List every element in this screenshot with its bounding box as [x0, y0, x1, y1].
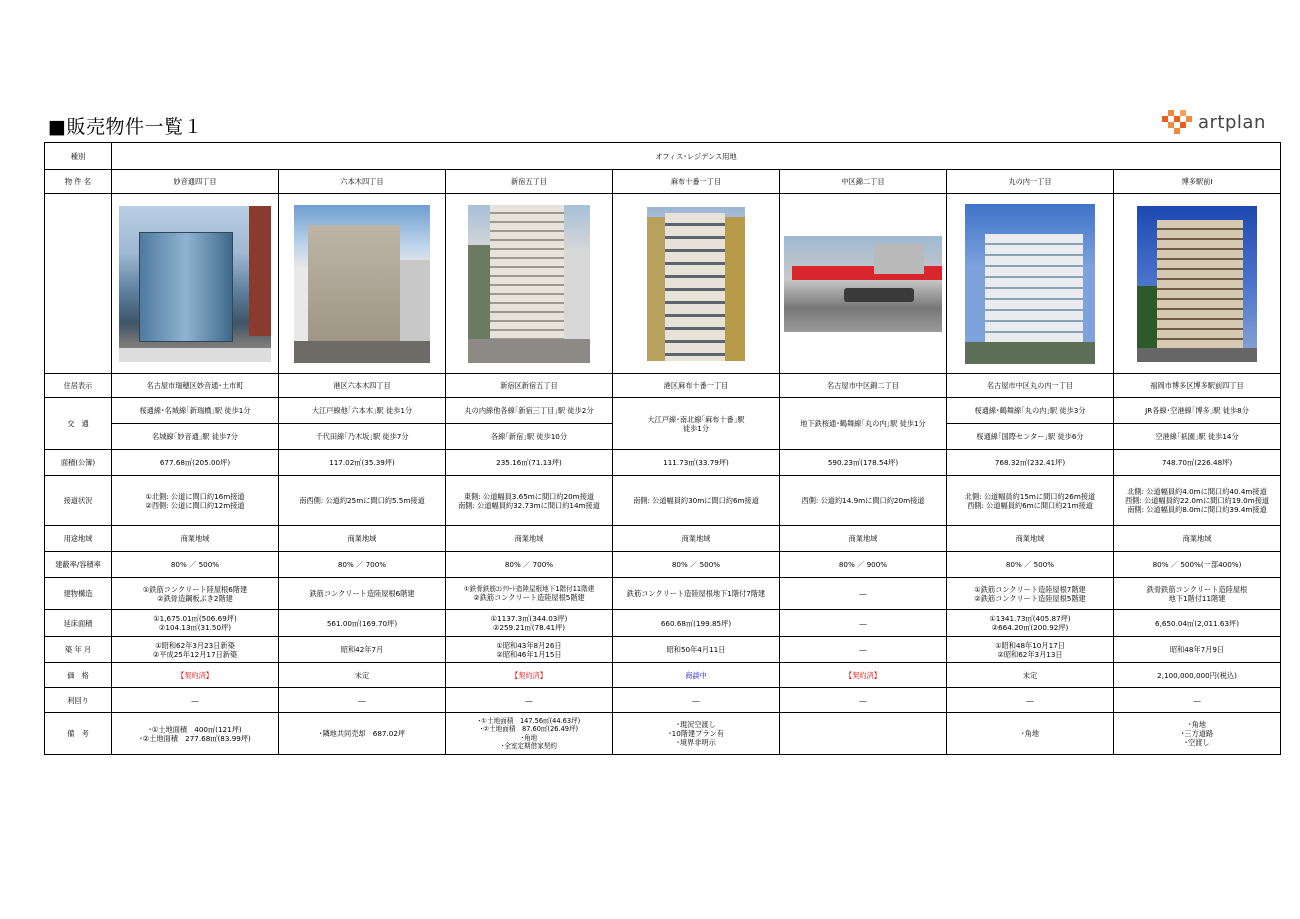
built-line: ②昭和62年3月13日 [997, 649, 1063, 659]
structure-cell [947, 578, 1114, 610]
property-name: 妙音通四丁目 [112, 170, 279, 194]
transport-line: 徒歩1分 [682, 423, 710, 433]
notes-cell [613, 713, 780, 755]
row-label-ratio: 建蔽率/容積率 [45, 552, 112, 578]
road-cell [613, 476, 780, 526]
yield-cell: ― [780, 688, 947, 713]
property-photo-cell [780, 194, 947, 374]
ratio-cell: 80% ／ 700% [279, 552, 446, 578]
notes-cell [780, 713, 947, 755]
floor-area-line: ②664.20㎡(200.92坪) [991, 623, 1069, 632]
property-name: 六本木四丁目 [279, 170, 446, 194]
row-floor-area [45, 610, 1281, 637]
floor-area-line: 6,650.04㎡(2,011.63坪) [1155, 618, 1240, 628]
row-label-built: 築 年 月 [45, 637, 112, 663]
structure-line: ②鉄骨造鋼板ぶき2階建 [157, 593, 233, 603]
road-line: 南側: 公道幅員約8.0mに間口約39.4m接道 [1127, 505, 1267, 514]
built-cell [947, 637, 1114, 663]
yield-cell: ― [613, 688, 780, 713]
area-cell: 590.23㎡(178.54坪) [780, 450, 947, 476]
property-name: 中区錦二丁目 [780, 170, 947, 194]
yield-cell: ― [1114, 688, 1281, 713]
row-label-price: 価 格 [45, 663, 112, 688]
structure-line: 鉄骨鉄筋コンクリート造陸屋根 [1146, 584, 1248, 594]
property-name: 麻布十番一丁目 [613, 170, 780, 194]
building-photo [784, 236, 942, 332]
transport-cell: 名城線｢妙音通｣駅 徒歩7分 [112, 424, 279, 450]
note-line: ･三方道路 [1180, 729, 1214, 738]
property-photo-cell [112, 194, 279, 374]
road-line: 南側: 公道幅員約32.73mに間口約14m接道 [458, 500, 600, 510]
note-line: ･境界非明示 [676, 738, 716, 747]
floor-area-cell [446, 610, 613, 637]
floor-area-line: 660.68㎡(199.85坪) [660, 618, 732, 628]
property-name: 博多駅前Ⅰ [1114, 170, 1281, 194]
area-cell: 111.73㎡(33.79坪) [613, 450, 780, 476]
built-line: ①昭和62年3月23日新築 [155, 640, 235, 650]
structure-cell [112, 578, 279, 610]
transport-cell: 各線｢新宿｣駅 徒歩10分 [446, 424, 613, 450]
property-photo-cell [1114, 194, 1281, 374]
structure-line: ②鉄筋コンクリート造陸屋根5階建 [974, 593, 1086, 603]
transport-cell: 桜通線･名城線｢新瑞橋｣駅 徒歩1分 [112, 398, 279, 424]
built-cell [446, 637, 613, 663]
floor-area-line: ②104.13㎡(31.50坪) [158, 623, 232, 632]
row-label-category: 種別 [45, 143, 112, 170]
row-name [45, 170, 1281, 194]
row-photo [45, 194, 1281, 374]
transport-cell: 千代田線｢乃木坂｣駅 徒歩7分 [279, 424, 446, 450]
zoning-cell: 商業地域 [112, 526, 279, 552]
ratio-cell: 80% ／ 500% [613, 552, 780, 578]
notes-cell [1114, 713, 1281, 755]
row-yield [45, 688, 1281, 713]
transport-line: 大江戸線･南北線｢麻布十番｣駅 [647, 414, 745, 424]
road-line: ①北側: 公道に間口約16m接道 [145, 491, 245, 501]
note-line: ･隣地共同売却 687.02坪 [318, 729, 406, 738]
structure-cell [1114, 578, 1281, 610]
note-line: ･②土地面積 277.68㎡(83.99坪) [139, 733, 251, 743]
transport-cell: 丸の内線他各線｢新宿三丁目｣駅 徒歩2分 [446, 398, 613, 424]
price-cell: 【契約済】 [112, 663, 279, 688]
note-line: ･角地 [520, 733, 538, 742]
building-photo [119, 206, 271, 362]
floor-area-line: ①1341.73㎡(405.87坪) [989, 614, 1071, 623]
property-table [44, 142, 1281, 755]
floor-area-cell [780, 610, 947, 637]
notes-cell [947, 713, 1114, 755]
row-label-yield: 利回り [45, 688, 112, 713]
transport-cell: 空港線｢祇園｣駅 徒歩14分 [1114, 424, 1281, 450]
address-cell: 港区六本木四丁目 [279, 374, 446, 398]
address-cell: 港区麻布十番一丁目 [613, 374, 780, 398]
building-photo [965, 204, 1095, 364]
note-line: ･①土地面積 147.56㎡(44.63坪) [477, 717, 581, 726]
floor-area-line: ②259.21㎡(78.41坪) [492, 623, 566, 632]
structure-cell [279, 578, 446, 610]
ratio-cell: 80% ／ 500% [947, 552, 1114, 578]
row-category [45, 143, 1281, 170]
structure-cell [780, 578, 947, 610]
floor-area-line: 561.00㎡(169.70坪) [326, 618, 398, 628]
price-cell: 【契約済】 [446, 663, 613, 688]
structure-line: ②鉄筋コンクリート造陸屋根5階建 [473, 593, 585, 603]
property-name: 丸の内一丁目 [947, 170, 1114, 194]
transport-cell: 桜通線･鶴舞線｢丸の内｣駅 徒歩3分 [947, 398, 1114, 424]
row-label-address: 住居表示 [45, 374, 112, 398]
row-road [45, 476, 1281, 526]
zoning-cell: 商業地域 [1114, 526, 1281, 552]
transport-cell: 大江戸線他｢六本木｣駅 徒歩1分 [279, 398, 446, 424]
property-photo-cell [446, 194, 613, 374]
transport-cell: 地下鉄桜通･鶴舞線｢丸の内｣駅 徒歩1分 [780, 398, 947, 450]
yield-cell: ― [446, 688, 613, 713]
transport-cell: JR各線･空港線｢博多｣駅 徒歩8分 [1114, 398, 1281, 424]
zoning-cell: 商業地域 [613, 526, 780, 552]
row-area [45, 450, 1281, 476]
floor-area-line: ― [859, 618, 867, 628]
address-cell: 名古屋市中区錦二丁目 [780, 374, 947, 398]
row-notes [45, 713, 1281, 755]
built-cell [780, 637, 947, 663]
row-structure [45, 578, 1281, 610]
road-line: ②西側: 公道に間口約12m接道 [145, 500, 245, 510]
row-label-structure: 建物構造 [45, 578, 112, 610]
row-price [45, 663, 1281, 688]
zoning-cell: 商業地域 [780, 526, 947, 552]
row-zoning [45, 526, 1281, 552]
zoning-cell: 商業地域 [279, 526, 446, 552]
ratio-cell: 80% ／ 700% [446, 552, 613, 578]
row-label-photo [45, 194, 112, 374]
note-line: ･10階建プラン有 [668, 729, 724, 738]
note-line: ･現況空渡し [676, 720, 716, 729]
built-cell [112, 637, 279, 663]
built-line: 昭和50年4月11日 [666, 645, 726, 654]
road-line: 西側: 公道幅員約6mに間口約21m接道 [967, 500, 1093, 510]
notes-cell [279, 713, 446, 755]
area-cell: 748.70㎡(226.48坪) [1114, 450, 1281, 476]
area-cell: 768.32㎡(232.41坪) [947, 450, 1114, 476]
road-cell [112, 476, 279, 526]
price-cell: 未定 [279, 663, 446, 688]
notes-cell [112, 713, 279, 755]
road-line: 西側: 公道約14.9mに間口約20m接道 [801, 496, 925, 505]
road-cell [279, 476, 446, 526]
structure-line: ― [859, 589, 867, 598]
note-line: ･角地 [1021, 729, 1039, 738]
floor-area-line: ①1,675.01㎡(506.69坪) [153, 614, 237, 623]
note-line: ･空渡し [1184, 738, 1210, 747]
road-line: 北側: 公道幅員約4.0mに間口約40.4m接道 [1127, 487, 1267, 496]
area-cell: 677.68㎡(205.00坪) [112, 450, 279, 476]
note-line: ･②土地面積 87.60㎡(26.49坪) [479, 725, 579, 734]
note-line: ･角地 [1188, 720, 1206, 729]
address-cell: 新宿区新宿五丁目 [446, 374, 613, 398]
road-cell [947, 476, 1114, 526]
built-line: ②平成25年12月17日新築 [152, 649, 238, 659]
page-title: ■販売物件一覧１ [48, 116, 203, 138]
transport-cell [613, 398, 780, 450]
price-cell: 【契約済】 [780, 663, 947, 688]
row-label-name: 物 件 名 [45, 170, 112, 194]
building-photo [468, 205, 590, 363]
transport-cell: 桜通線｢国際センター｣駅 徒歩6分 [947, 424, 1114, 450]
yield-cell: ― [279, 688, 446, 713]
row-built [45, 637, 1281, 663]
built-line: ①昭和48年10月17日 [995, 640, 1065, 650]
row-label-zoning: 用途地域 [45, 526, 112, 552]
road-line: 東側: 公道幅員3.65mに間口約20m接道 [463, 491, 595, 501]
property-photo-cell [613, 194, 780, 374]
built-line: 昭和42年7月 [340, 645, 384, 654]
built-cell [613, 637, 780, 663]
structure-line: ①鉄筋コンクリート造陸屋根7階建 [974, 584, 1086, 594]
floor-area-cell [947, 610, 1114, 637]
built-line: 昭和48年7月9日 [1169, 645, 1225, 654]
built-line: ②昭和46年1月15日 [496, 649, 562, 659]
property-photo-cell [947, 194, 1114, 374]
area-cell: 117.02㎡(35.39坪) [279, 450, 446, 476]
road-cell [446, 476, 613, 526]
address-cell: 福岡市博多区博多駅前四丁目 [1114, 374, 1281, 398]
note-line: ･全室定期借家契約 [500, 741, 558, 750]
row-label-area: 面積(公簿) [45, 450, 112, 476]
price-cell: 商談中 [613, 663, 780, 688]
artplan-logo [1160, 110, 1266, 134]
row-label-transport: 交 通 [45, 398, 112, 450]
structure-line: ①鉄筋コンクリート陸屋根6階建 [142, 584, 248, 594]
area-cell: 235.16㎡(71.13坪) [446, 450, 613, 476]
property-name: 新宿五丁目 [446, 170, 613, 194]
structure-cell [446, 578, 613, 610]
address-cell: 名古屋市中区丸の内一丁目 [947, 374, 1114, 398]
price-cell: 2,100,000,000円(税込) [1114, 663, 1281, 688]
built-line: ①昭和43年8月26日 [496, 640, 562, 650]
row-label-road: 接道状況 [45, 476, 112, 526]
yield-cell: ― [112, 688, 279, 713]
building-photo [647, 207, 745, 361]
floor-area-line: ①1137.3㎡(344.03坪) [490, 614, 568, 623]
ratio-cell: 80% ／ 900% [780, 552, 947, 578]
notes-cell [446, 713, 613, 755]
ratio-cell: 80% ／ 500% [112, 552, 279, 578]
road-cell [780, 476, 947, 526]
note-line: ･①土地面積 400㎡(121坪) [148, 724, 242, 734]
structure-line: 鉄筋コンクリート造陸屋根地下1階付7階建 [626, 589, 766, 598]
floor-area-cell [1114, 610, 1281, 637]
property-photo-cell [279, 194, 446, 374]
price-cell: 未定 [947, 663, 1114, 688]
row-transport-1 [45, 398, 1281, 424]
row-label-notes: 備 考 [45, 713, 112, 755]
floor-area-cell [279, 610, 446, 637]
row-ratio [45, 552, 1281, 578]
address-cell: 名古屋市瑞穂区妙音通･土市町 [112, 374, 279, 398]
built-line: ― [859, 645, 867, 654]
road-line: 北側: 公道幅員約15mに間口約26m接道 [964, 491, 1096, 501]
road-line: 南側: 公道幅員約30mに間口約6m接道 [633, 496, 759, 505]
road-line: 西側: 公道幅員約22.0mに間口約19.0m接道 [1124, 496, 1270, 505]
category-value: オフィス･レジデンス用地 [112, 143, 1281, 170]
floor-area-cell [112, 610, 279, 637]
row-address [45, 374, 1281, 398]
zoning-cell: 商業地域 [446, 526, 613, 552]
row-label-floor-area: 延床面積 [45, 610, 112, 637]
road-line: 南西側: 公道約25mに間口約5.5m接道 [299, 496, 425, 505]
zoning-cell: 商業地域 [947, 526, 1114, 552]
floor-area-cell [613, 610, 780, 637]
building-photo [1137, 206, 1257, 362]
structure-line: 鉄筋コンクリート造陸屋根6階建 [309, 589, 415, 598]
structure-line: ①鉄骨鉄筋ｺﾝｸﾘｰﾄ造陸屋根地下1階付11階建 [463, 584, 595, 593]
road-cell [1114, 476, 1281, 526]
artplan-logo-text: artplan [1198, 111, 1266, 133]
ratio-cell: 80% ／ 500%(一部400%) [1114, 552, 1281, 578]
built-cell [1114, 637, 1281, 663]
building-photo [294, 205, 430, 363]
artplan-logo-icon [1160, 110, 1194, 134]
yield-cell: ― [947, 688, 1114, 713]
structure-cell [613, 578, 780, 610]
built-cell [279, 637, 446, 663]
structure-line: 地下1階付11階建 [1168, 593, 1226, 603]
